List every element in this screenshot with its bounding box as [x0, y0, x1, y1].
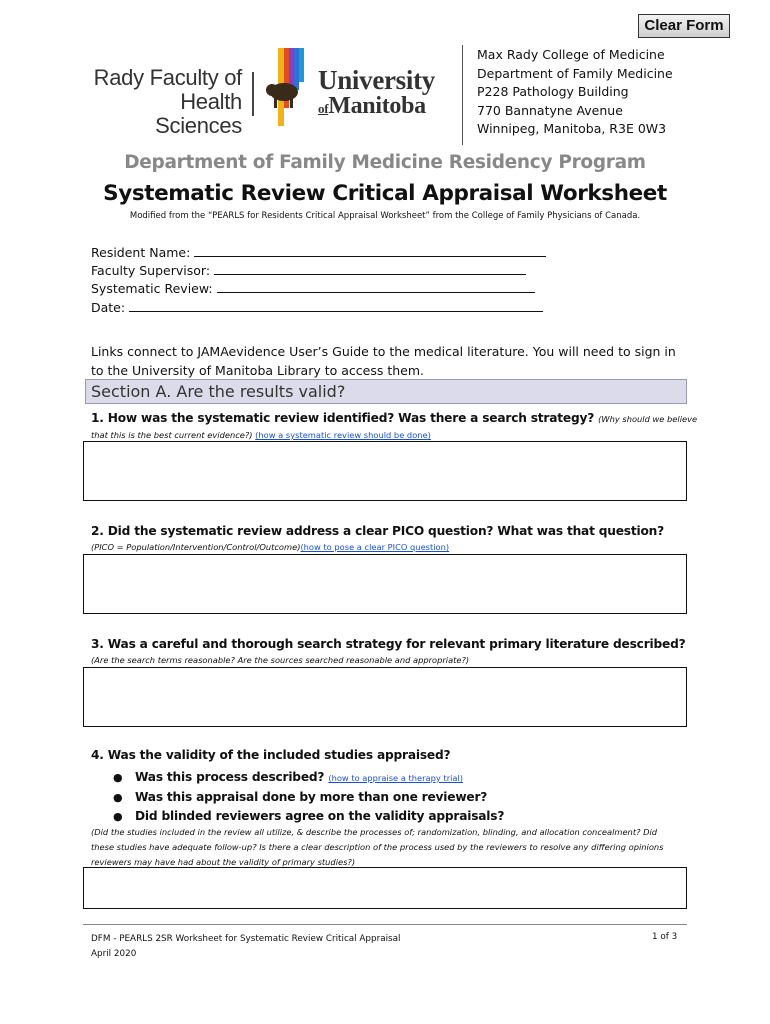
question-3-hint: (Are the search terms reasonable? Are the sources searched reasonable and appropriate?) — [91, 655, 470, 665]
header-fields — [91, 244, 546, 317]
bullet-icon: ● — [113, 791, 123, 804]
section-a-header: Section A. Are the results valid? — [85, 379, 687, 404]
question-1-answer-box[interactable] — [83, 441, 687, 501]
systematic-review-label: Systematic Review: — [91, 281, 213, 297]
question-2-answer-box[interactable] — [83, 554, 687, 614]
list-item — [113, 807, 504, 826]
resident-name-label: Resident Name: — [91, 245, 191, 260]
question-1-text: 1. How was the systematic review identified? Was there a search strategy? — [91, 411, 595, 425]
footer-doc-name: DFM - PEARLS 2SR Worksheet for Systematic Review Critical Appraisal — [91, 934, 401, 944]
systematic-review-guide-link[interactable]: (how a systematic review should be done) — [255, 430, 431, 440]
faculty-supervisor-field[interactable] — [214, 262, 526, 275]
rady-faculty-logo — [90, 66, 242, 138]
therapy-trial-link[interactable]: (how to appraise a therapy trial) — [328, 773, 464, 783]
university-wordmark: University — [318, 65, 435, 95]
footer — [91, 932, 400, 962]
address-block — [477, 46, 673, 139]
bullet-2-text: Was this appraisal done by more than one reviewer? — [135, 790, 488, 804]
bullet-3-text: Did blinded reviewers agree on the validity appraisals? — [135, 809, 505, 823]
university-of-manitoba-logo — [318, 66, 435, 121]
question-1-hint: (Why should we believe — [598, 414, 698, 424]
question-4-hint: (Did the studies included in the review all utilize, & describe the processes of; randomization, blinding, and allocation concealment? Did these studies have adequate follow-up? Is there a clear description of the process used by the reviewers to resolve any differing opinions reviewers may have had about the validity of primary studies?) — [91, 827, 664, 867]
rady-logo-line2: Health Sciences — [155, 89, 242, 138]
question-4-bullets — [113, 768, 504, 826]
department-heading: Department of Family Medicine Residency Program — [124, 152, 646, 173]
question-2-text: 2. Did the systematic review address a clear PICO question? What was that question? — [91, 524, 664, 538]
question-4-text: 4. Was the validity of the included studies appraised? — [91, 748, 451, 762]
address-line: Winnipeg, Manitoba, R3E 0W3 — [477, 121, 667, 136]
question-1 — [91, 411, 697, 425]
question-2-hint-line — [91, 542, 449, 552]
systematic-review-field[interactable] — [217, 280, 535, 293]
list-item — [113, 788, 504, 807]
page-title: Systematic Review Critical Appraisal Worksheet — [103, 181, 667, 206]
footer-date: April 2020 — [91, 949, 137, 959]
rady-logo-line1: Rady Faculty of — [93, 65, 242, 90]
bullet-icon: ● — [113, 771, 123, 784]
of-wordmark: of — [318, 101, 329, 116]
bison-shield-icon — [262, 46, 310, 126]
faculty-supervisor-label: Faculty Supervisor: — [91, 263, 211, 279]
question-1-hint-cont: that this is the best current evidence?) — [91, 430, 253, 440]
clear-form-button[interactable]: Clear Form — [638, 14, 730, 38]
question-3-answer-box[interactable] — [83, 667, 687, 727]
bullet-1-text: Was this process described? — [135, 770, 325, 784]
address-line: P228 Pathology Building — [477, 84, 629, 99]
footer-divider — [83, 924, 687, 925]
logo-divider — [252, 72, 254, 116]
modified-note: Modified from the “PEARLS for Residents Critical Appraisal Worksheet” from the College of Family Physicians of Canada. — [129, 211, 641, 221]
date-field[interactable] — [129, 299, 543, 312]
bullet-icon: ● — [113, 810, 123, 823]
list-item — [113, 768, 504, 788]
address-line: Max Rady College of Medicine — [477, 47, 665, 62]
page-number: 1 of 3 — [652, 932, 678, 942]
question-3-text: 3. Was a careful and thorough search strategy for relevant primary literature described? — [91, 637, 686, 651]
pico-question-link[interactable]: (how to pose a clear PICO question) — [300, 542, 450, 552]
links-note: Links connect to JAMAevidence User’s Guide to the medical literature. You will need to sign in to the University of Manitoba Library to access them. — [91, 344, 676, 378]
address-line: Department of Family Medicine — [477, 65, 673, 81]
question-2-hint: (PICO = Population/Intervention/Control/Outcome) — [91, 542, 301, 552]
resident-name-field[interactable] — [194, 244, 546, 257]
address-divider — [462, 45, 463, 145]
question-1-hint-line — [91, 430, 431, 440]
manitoba-wordmark: Manitoba — [328, 93, 426, 119]
date-label: Date: — [91, 299, 126, 315]
address-line: 770 Bannatyne Avenue — [477, 102, 623, 118]
question-4-answer-box[interactable] — [83, 867, 687, 909]
